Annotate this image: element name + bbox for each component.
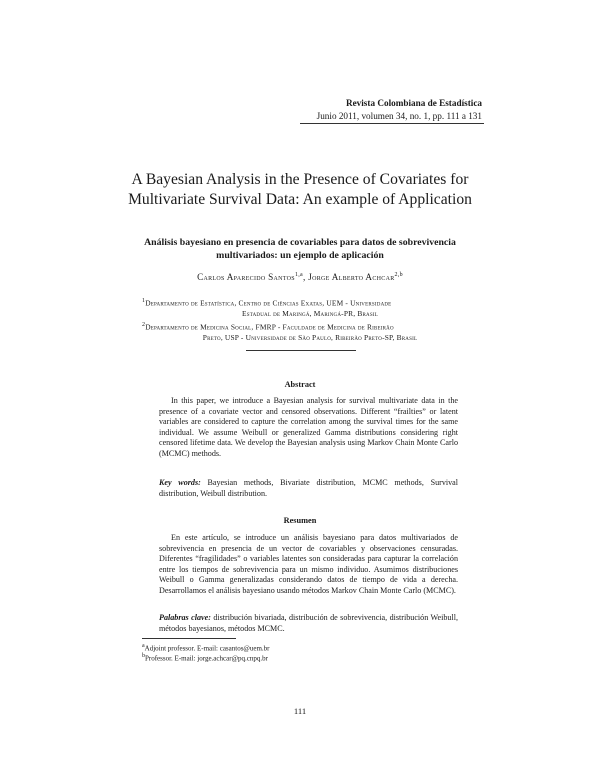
author-superscript: 1,a (294, 272, 304, 278)
header-rule (300, 123, 484, 124)
journal-issue: Junio 2011, volumen 34, no. 1, pp. 111 a 131 (316, 111, 482, 121)
author-name: Jorge Alberto Achcar (308, 272, 395, 283)
keywords-text: Bayesian methods, Bivariate distribution, MCMC methods, Survival distribution, Weibull distribution. (159, 478, 459, 498)
journal-name: Revista Colombiana de Estadística (345, 98, 482, 108)
keywords-label: Key words: (159, 478, 201, 487)
paper-subtitle: Análisis bayesiano en presencia de covariables para datos de sobrevivencia multivariados: un ejemplo de aplicación (144, 237, 456, 261)
resumen-keywords (159, 613, 458, 634)
author-superscript: 2,b (394, 272, 403, 278)
author-name: Carlos Aparecido Santos (197, 272, 295, 283)
footnote (142, 652, 268, 663)
page-number: 111 (293, 706, 307, 716)
resumen-heading: Resumen (283, 516, 317, 525)
abstract-text: In this paper, we introduce a Bayesian analysis for survival multivariate data in the presence of a covariate vector and censored observations. Different “frailties” or latent variables are considered to capture the correlation among the survival times for the same individual. We assume Weibull or generalized Gamma distributions considering right censored lifetime data. We develop the Bayesian analysis using Markov Chain Monte Carlo (MCMC) methods. (159, 396, 458, 458)
affiliation (142, 296, 478, 319)
paper-title: A Bayesian Analysis in the Presence of Covariates for Multivariate Survival Data: An example of Application (128, 171, 472, 208)
author-separator: , (303, 272, 309, 283)
keywords-label: Palabras clave: (159, 613, 211, 622)
footnote-rule (142, 638, 236, 639)
keywords-text: distribución bivariada, distribución de sobrevivencia, distribución Weibull, métodos bayesianos, métodos MCMC. (159, 613, 458, 633)
footnote-text: Adjoint professor. E-mail: casantos@uem.br (144, 644, 270, 653)
author-list (120, 272, 480, 282)
title-separator-rule (246, 350, 356, 351)
resumen-text: En este artículo, se introduce un análisis bayesiano para datos multivariados de sobrevivencia en presencia de un vector de covariables y observaciones censuradas. Diferentes “fragilidades” o variables latentes son consideradas para capturar la correlación entre los tiempos de sobrevivencia para un mismo individuo. Asumimos distribuciones Weibull o Gamma generalizadas considerando datos de tiempo de vida a derecha. Desarrollamos el análisis bayesiano usando métodos Markov Chain Monte Carlo (MCMC). (159, 533, 458, 595)
footnote-mark: a (142, 643, 145, 649)
affiliation-number: 2 (142, 322, 146, 328)
affiliation-line: Preto, USP - Universidade de São Paulo, Ribeirão Preto-SP, Brasil (202, 333, 418, 343)
affiliation-number: 1 (142, 298, 146, 304)
affiliation (142, 320, 478, 343)
affiliation-line: Estadual de Maringá, Maringá-PR, Brasil (242, 309, 378, 319)
abstract-heading: Abstract (284, 380, 316, 389)
affiliation-line: Departamento de Estatística, Centro de Ciências Exatas, UEM - Universidade (145, 298, 392, 308)
footnote-text: Professor. E-mail: jorge.achcar@pq.cnpq.br (145, 654, 268, 663)
affiliation-line: Departamento de Medicina Social, FMRP - Faculdade de Medicina de Ribeirão (145, 322, 394, 332)
abstract-keywords (159, 478, 458, 499)
footnote-mark: b (142, 653, 145, 659)
